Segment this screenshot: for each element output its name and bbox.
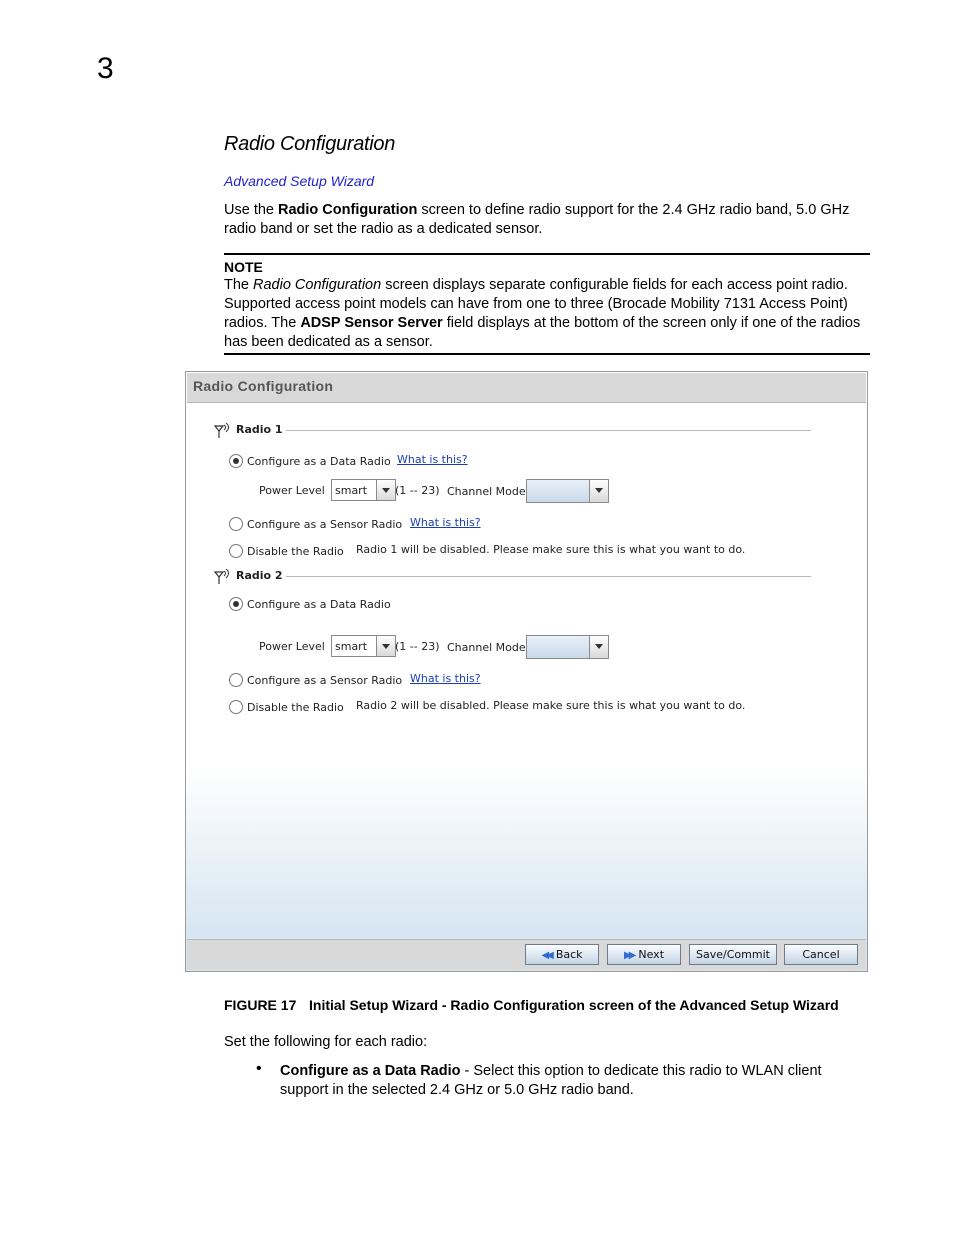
radio1-data-radio-label: Configure as a Data Radio bbox=[247, 455, 391, 468]
radio1-disable-label: Disable the Radio bbox=[247, 545, 344, 558]
screen-title: Radio Configuration bbox=[187, 373, 866, 403]
wizard-footer bbox=[187, 939, 866, 970]
set-instructions: Set the following for each radio: bbox=[224, 1034, 428, 1050]
cancel-button[interactable]: Cancel bbox=[784, 944, 858, 965]
radio1-data-radio-option[interactable] bbox=[229, 454, 243, 468]
radio2-power-range: (1 -- 23) bbox=[395, 640, 440, 653]
radio1-help-link[interactable]: What is this? bbox=[397, 453, 468, 466]
radio1-heading: Radio 1 bbox=[236, 423, 283, 436]
note-box bbox=[224, 253, 870, 355]
note-body: The Radio Configuration screen displays separate configurable fields for each access point radio. Supported access point models can have from one to three (Brocade Mobility 7131 Access Point) radios. The ADSP Sensor Server field displays at the bottom of the screen only if one of the radios has been dedicated as a sensor. bbox=[224, 277, 861, 350]
note-heading: NOTE bbox=[224, 259, 263, 275]
figure-label: FIGURE 17 bbox=[224, 997, 297, 1013]
bullet-item: Configure as a Data Radio - Select this option to dedicate this radio to WLAN client support in the selected 2.4 GHz or 5.0 GHz radio band. bbox=[280, 1063, 822, 1098]
fast-forward-icon: ▶▶ bbox=[623, 950, 634, 961]
radio1-sensor-radio-option[interactable] bbox=[229, 517, 243, 531]
radio1-disable-option[interactable] bbox=[229, 544, 243, 558]
radio2-channel-mode-select[interactable] bbox=[526, 635, 609, 659]
radio2-power-level-label: Power Level bbox=[259, 640, 325, 653]
radio1-sensor-radio-label: Configure as a Sensor Radio bbox=[247, 518, 403, 531]
save-commit-button[interactable]: Save/Commit bbox=[689, 944, 777, 965]
radio2-heading: Radio 2 bbox=[236, 569, 283, 582]
antenna-icon bbox=[213, 569, 233, 585]
antenna-icon bbox=[213, 423, 233, 439]
radio1-channel-mode-select[interactable] bbox=[526, 479, 609, 503]
section-title: Radio Configuration bbox=[224, 133, 396, 155]
radio1-channel-mode-label: Channel Mode bbox=[447, 485, 526, 498]
rewind-icon: ◀◀ bbox=[541, 950, 551, 961]
radio-config-screenshot bbox=[185, 371, 868, 972]
chevron-down-icon bbox=[589, 636, 608, 658]
intro-paragraph: Use the Radio Configuration screen to define radio support for the 2.4 GHz radio band, 5.0 GHz radio band or set the radio as a dedicated sensor. bbox=[224, 202, 850, 237]
radio2-sensor-radio-label: Configure as a Sensor Radio bbox=[247, 674, 403, 687]
radio2-disable-message: Radio 2 will be disabled. Please make sure this is what you want to do. bbox=[356, 699, 746, 712]
radio2-disable-option[interactable] bbox=[229, 700, 243, 714]
radio2-disable-label: Disable the Radio bbox=[247, 701, 344, 714]
radio1-power-level-select[interactable]: smart bbox=[331, 479, 396, 501]
next-button[interactable]: ▶▶ Next bbox=[607, 944, 681, 965]
chevron-down-icon bbox=[376, 480, 395, 500]
chapter-number: 3 bbox=[97, 52, 114, 85]
radio2-data-radio-option[interactable] bbox=[229, 597, 243, 611]
radio2-sensor-radio-option[interactable] bbox=[229, 673, 243, 687]
radio1-divider bbox=[286, 430, 811, 431]
chevron-down-icon bbox=[376, 636, 395, 656]
radio2-sensor-help-link[interactable]: What is this? bbox=[410, 672, 481, 685]
radio1-power-level-label: Power Level bbox=[259, 484, 325, 497]
radio1-disable-message: Radio 1 will be disabled. Please make sure this is what you want to do. bbox=[356, 543, 746, 556]
radio2-data-radio-label: Configure as a Data Radio bbox=[247, 598, 391, 611]
radio2-divider bbox=[286, 576, 811, 577]
radio2-power-level-select[interactable]: smart bbox=[331, 635, 396, 657]
chevron-down-icon bbox=[589, 480, 608, 502]
wizard-link[interactable]: Advanced Setup Wizard bbox=[224, 173, 375, 189]
radio1-power-range: (1 -- 23) bbox=[395, 484, 440, 497]
radio1-sensor-help-link[interactable]: What is this? bbox=[410, 516, 481, 529]
figure-caption: Initial Setup Wizard - Radio Configuration screen of the Advanced Setup Wizard bbox=[309, 997, 839, 1013]
bullet-marker: • bbox=[256, 1060, 262, 1077]
radio2-channel-mode-label: Channel Mode bbox=[447, 641, 526, 654]
back-button[interactable]: ◀◀ Back bbox=[525, 944, 599, 965]
